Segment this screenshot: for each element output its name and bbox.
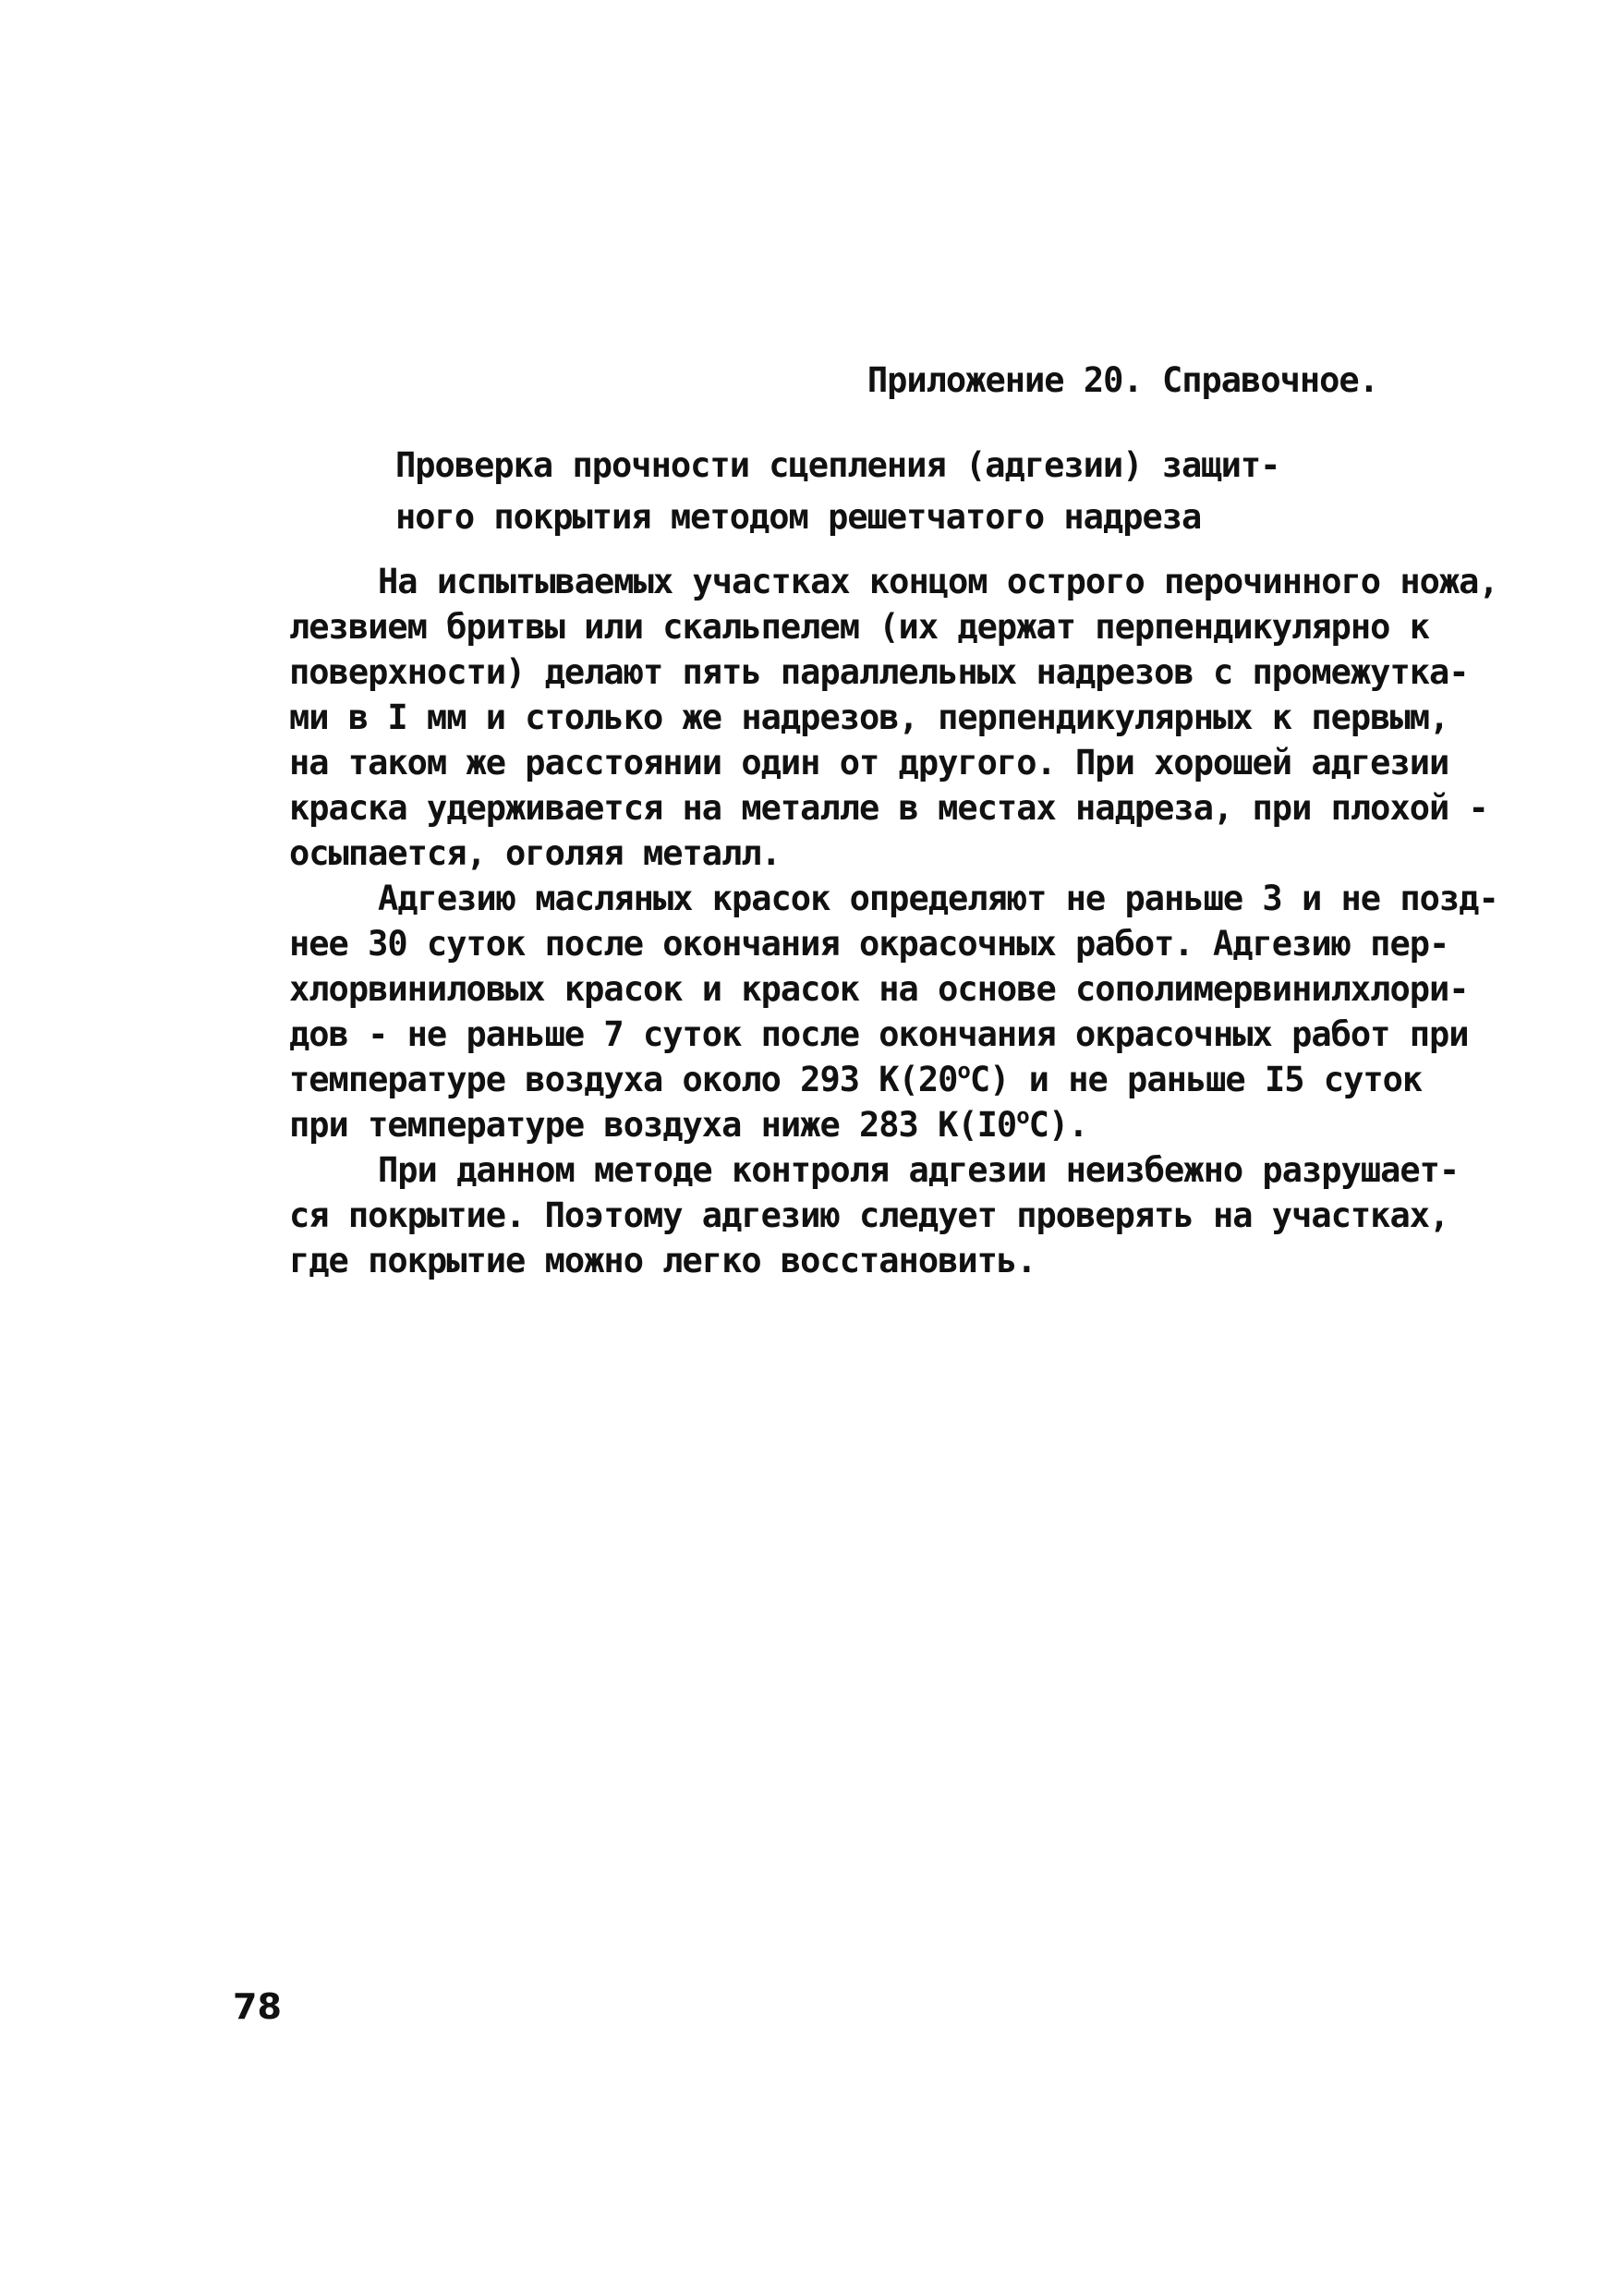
text-line: ся покрытие. Поэтому адгезию следует проверять на участках, [289,1195,1449,1235]
text-line: поверхности) делают пять параллельных надрезов с промежутка- [289,652,1469,692]
paragraph-2 [289,876,1498,1147]
text-fragment: С). [1028,1105,1088,1145]
text-line: нее 30 суток после окончания окрасочных работ. Адгезию пер- [289,924,1449,964]
text-line: на таком же расстоянии один от другого. При хорошей адгезии [289,743,1449,783]
heading-line: ного покрытия методом решетчатого надреза [395,497,1202,537]
text-fragment: при температуре воздуха ниже 283 К(I0 [289,1105,1017,1145]
page-number: 78 [233,1986,282,2027]
text-line: На испытываемых участках концом острого перочинного ножа, [378,562,1498,601]
text-line-temperature [289,1102,1453,1147]
text-line: краска удерживается на металле в местах надреза, при плохой - [289,788,1488,828]
text-line: дов - не раньше 7 суток после окончания окрасочных работ при [289,1014,1469,1054]
text-line: осыпается, оголяя металл. [289,833,781,873]
body-text [289,559,1498,1283]
paragraph-1 [289,559,1498,876]
heading-line: Проверка прочности сцепления (адгезии) защит- [395,445,1280,485]
degree-superscript: о [957,1058,970,1084]
degree-superscript: о [1016,1103,1029,1129]
section-heading [395,440,1282,543]
text-line: хлорвиниловых красок и красок на основе сополимервинилхлори- [289,969,1469,1009]
text-line: лезвием бритвы или скальпелем (их держат перпендикулярно к [289,607,1430,647]
appendix-label: Приложение 20. Справочное. [867,360,1378,400]
text-line: Адгезию масляных красок определяют не раньше 3 и не позд- [378,879,1498,918]
text-line: где покрытие можно легко восстановить. [289,1241,1036,1280]
text-line: При данном методе контроля адгезии неизбежно разрушает- [378,1150,1460,1190]
text-fragment: температуре воздуха около 293 К(20 [289,1060,958,1099]
paragraph-3 [289,1147,1460,1283]
text-fragment: С) и не раньше I5 суток [969,1060,1423,1099]
text-line-temperature [289,1057,1453,1102]
text-line: ми в I мм и столько же надрезов, перпендикулярных к первым, [289,698,1449,737]
